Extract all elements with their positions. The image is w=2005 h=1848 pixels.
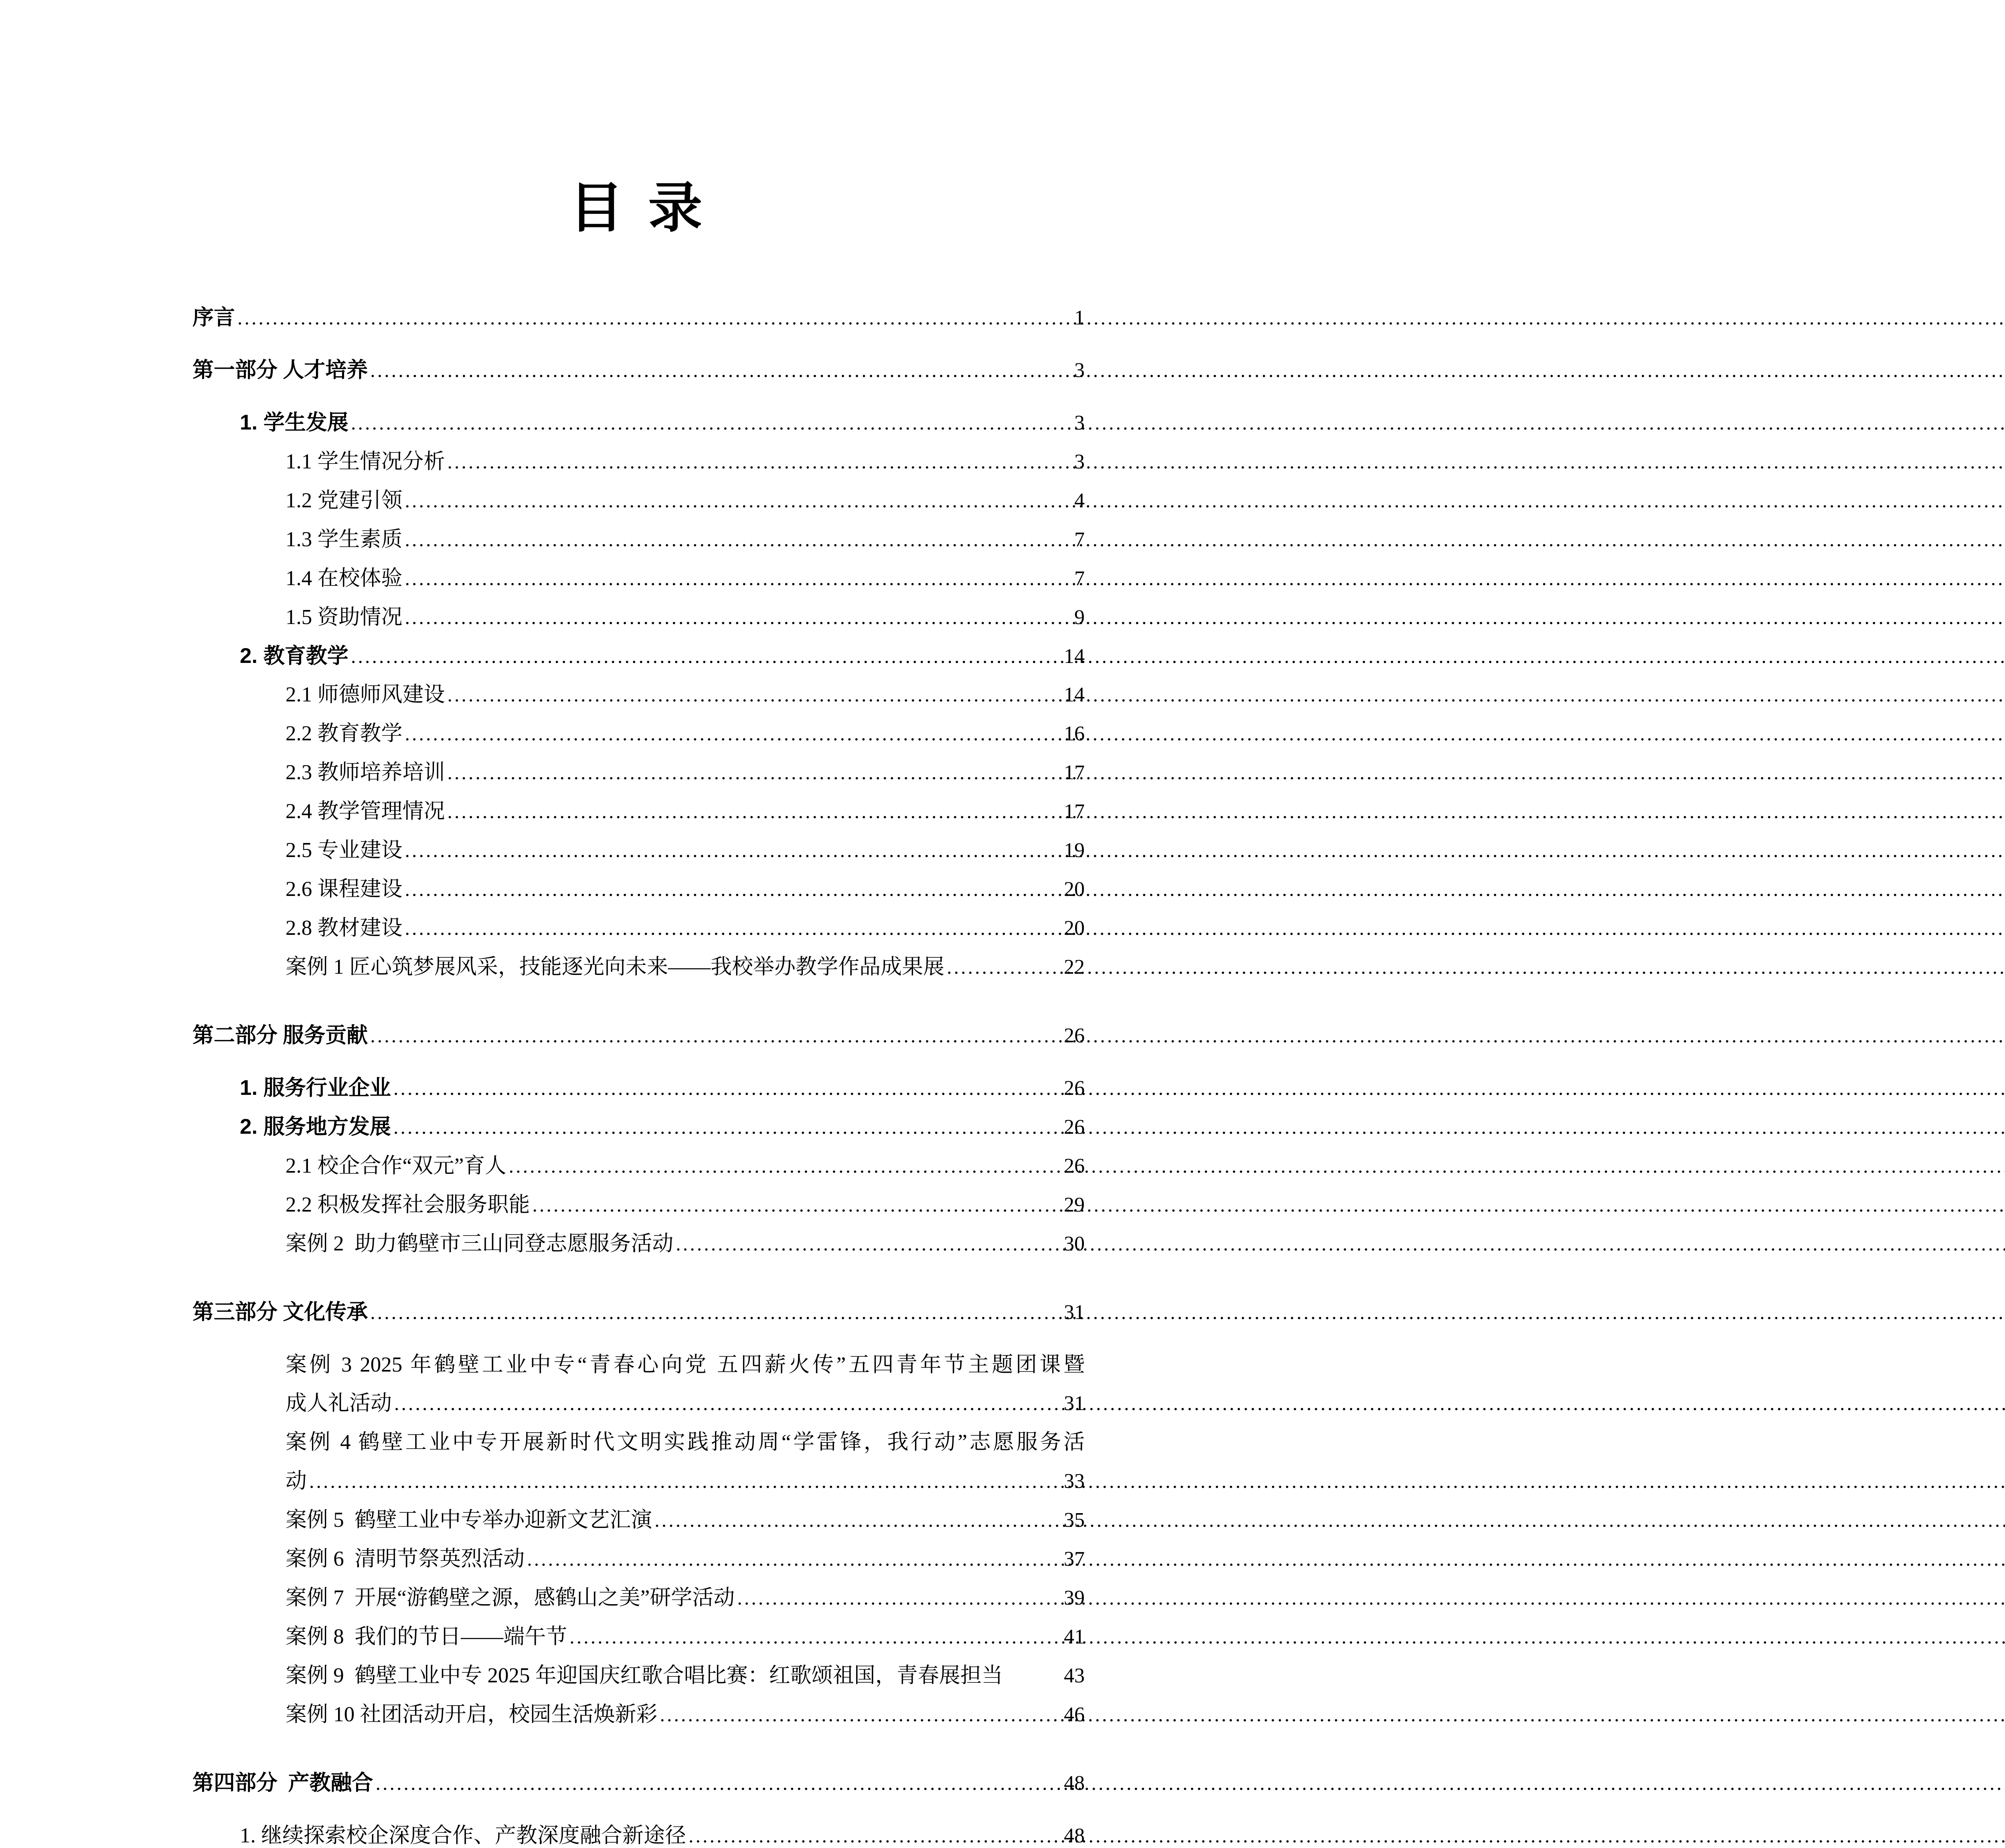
toc-entry [192, 644, 1085, 669]
entry-page: 30 [1064, 1232, 1085, 1255]
entry-text: 1. 继续探索校企深度合作、产教深度融合新途径 [240, 1824, 686, 1847]
entry-page: 9 [1074, 606, 1085, 629]
dot-leader [448, 760, 1061, 785]
entry-page: 4 [1074, 489, 1085, 512]
entry-page: 31 [1064, 1301, 1085, 1324]
toc-entry [192, 799, 1085, 824]
toc-entry [192, 1508, 1085, 1532]
entry-line1 [286, 1353, 1085, 1377]
toc-entry [192, 877, 1085, 902]
dot-leader [654, 1508, 1061, 1532]
toc-entry [192, 838, 1085, 863]
entry-page: 39 [1064, 1587, 1085, 1610]
entry-text: 第四部分 产教融合 [192, 1771, 373, 1795]
entry-page: 3 [1074, 450, 1085, 473]
dot-leader [405, 916, 1061, 940]
dot-leader [394, 1391, 1061, 1416]
dot-leader [405, 605, 1071, 630]
entry-page: 7 [1074, 528, 1085, 551]
toc-entry [192, 1664, 1085, 1688]
dot-leader [393, 1115, 1061, 1139]
entry-text: 2.2 教育教学 [286, 722, 403, 746]
entry-text: 2.5 专业建设 [286, 839, 403, 862]
entry-page: 26 [1064, 1154, 1085, 1177]
toc-entry [192, 1547, 1085, 1571]
toc-entry [192, 1702, 1085, 1727]
entry-page: 20 [1064, 878, 1085, 901]
entry-text: 案例 1 匠心筑梦展风采，技能逐光向未来——我校举办教学作品成果展 [286, 955, 944, 979]
entry-text: 2.6 课程建设 [286, 877, 403, 901]
toc-entry [192, 488, 1085, 513]
entry-text: 第一部分 人才培养 [192, 358, 368, 382]
entry-text: 第二部分 服务贡献 [192, 1023, 368, 1047]
entry-page: 7 [1074, 567, 1085, 590]
entry-line2 [286, 1469, 1085, 1493]
entry-text: 1. 学生发展 [240, 410, 348, 434]
entry-text: 2.4 教学管理情况 [286, 800, 445, 823]
toc-entry [192, 450, 1085, 474]
dot-leader [509, 1154, 1061, 1178]
dot-leader [405, 877, 1061, 902]
entry-text: 1. 服务行业企业 [240, 1076, 391, 1100]
toc-entry [192, 605, 1085, 630]
toc-entry [192, 1115, 1085, 1139]
dot-leader [737, 1586, 1061, 1610]
dot-leader [351, 644, 1061, 669]
dot-leader [448, 683, 1061, 707]
entry-page: 17 [1064, 761, 1085, 784]
entry-text: 2. 教育教学 [240, 644, 348, 668]
entry-page: 31 [1064, 1392, 1085, 1415]
dot-leader [660, 1702, 1061, 1727]
entry-text: 案例 10 社团活动开启，校园生活焕新彩 [286, 1702, 658, 1726]
dot-leader [370, 1023, 1061, 1048]
entry-text: 案例 3 2025 年鹤壁工业中专“青春心向党 五四薪火传”五四青年节主题团课暨 [286, 1353, 1085, 1376]
dot-leader [689, 1824, 1061, 1848]
entry-text: 第三部分 文化传承 [192, 1300, 368, 1324]
toc-entry [192, 1300, 1085, 1325]
entry-text: 2.1 校企合作“双元”育人 [286, 1154, 506, 1177]
dot-leader [351, 411, 1071, 435]
entry-text: 案例 9 鹤壁工业中专 2025 年迎国庆红歌合唱比赛：红歌颂祖国，青春展担当 [286, 1664, 1003, 1687]
entry-text: 成人礼活动 [286, 1392, 392, 1415]
entry-page: 46 [1064, 1703, 1085, 1726]
entry-text: 案例 2 助力鹤壁市三山同登志愿服务活动 [286, 1232, 674, 1255]
entry-text: 1.4 在校体验 [286, 566, 403, 590]
entry-page: 3 [1074, 411, 1085, 434]
entry-page: 19 [1064, 839, 1085, 862]
toc-entry [192, 1154, 1085, 1178]
toc-entry [192, 1771, 1085, 1795]
entry-page: 37 [1064, 1548, 1085, 1571]
toc-entry [192, 721, 1085, 746]
dot-leader [533, 1193, 1061, 1217]
entry-page: 35 [1064, 1509, 1085, 1532]
entry-text: 案例 5 鹤壁工业中专举办迎新文艺汇演 [286, 1508, 652, 1532]
entry-text: 案例 6 清明节祭英烈活动 [286, 1547, 525, 1571]
entry-text: 1.3 学生素质 [286, 527, 403, 551]
entry-page: 20 [1064, 917, 1085, 940]
toc-entry [192, 411, 1085, 435]
entry-page: 48 [1064, 1824, 1085, 1847]
entry-page: 33 [1064, 1470, 1085, 1493]
toc-entry [192, 1193, 1085, 1217]
toc-entry [192, 566, 1085, 591]
entry-page: 17 [1064, 800, 1085, 823]
dot-leader [405, 838, 1061, 863]
dot-leader [237, 306, 1071, 330]
entry-text: 1.2 党建引领 [286, 488, 403, 512]
entry-text: 案例 8 我们的节日——端午节 [286, 1625, 567, 1649]
entry-page: 16 [1064, 722, 1085, 746]
page-title: 目 录 [569, 179, 708, 239]
toc-entry [192, 1824, 1085, 1848]
entry-page: 3 [1074, 359, 1085, 382]
entry-page: 14 [1064, 644, 1085, 668]
toc-entry [192, 1076, 1085, 1100]
toc-entry [192, 358, 1085, 383]
entry-text: 2.8 教材建设 [286, 916, 403, 940]
dot-leader [448, 450, 1071, 474]
toc-entry [192, 306, 1085, 330]
entry-page: 29 [1064, 1193, 1085, 1216]
dot-leader [676, 1232, 1061, 1256]
dot-leader [370, 1300, 1061, 1325]
toc-list [192, 306, 1085, 1848]
toc-entry [192, 1353, 1085, 1416]
dot-leader [569, 1625, 1061, 1649]
entry-page: 48 [1064, 1771, 1085, 1795]
toc-entry [192, 760, 1085, 785]
entry-text: 动 [286, 1469, 307, 1493]
toc-entry [192, 916, 1085, 940]
toc-entry [192, 1023, 1085, 1048]
dot-leader [405, 721, 1061, 746]
entry-page: 26 [1064, 1115, 1085, 1139]
dot-leader [393, 1076, 1061, 1100]
entry-text: 1.1 学生情况分析 [286, 450, 445, 473]
toc-entry [192, 527, 1085, 552]
toc-entry [192, 1586, 1085, 1610]
toc-entry [192, 955, 1085, 979]
toc-entry [192, 1430, 1085, 1493]
entry-text: 2.3 教师培养培训 [286, 761, 445, 784]
entry-text: 案例 7 开展“游鹤壁之源，感鹤山之美”研学活动 [286, 1586, 735, 1610]
dot-leader [405, 527, 1071, 552]
entry-text: 2.2 积极发挥社会服务职能 [286, 1193, 530, 1216]
entry-text: 2.1 师德师风建设 [286, 683, 445, 707]
toc-entry [192, 683, 1085, 707]
entry-text: 1.5 资助情况 [286, 605, 403, 629]
entry-line2 [286, 1391, 1085, 1416]
entry-page: 22 [1064, 956, 1085, 979]
entry-page: 1 [1074, 306, 1085, 329]
dot-leader [370, 358, 1071, 383]
toc-entry [192, 1625, 1085, 1649]
entry-page: 41 [1064, 1625, 1085, 1649]
entry-line1 [286, 1430, 1085, 1455]
entry-text: 案例 4 鹤壁工业中专开展新时代文明实践推动周“学雷锋，我行动”志愿服务活 [286, 1431, 1085, 1454]
dot-leader [405, 566, 1071, 591]
dot-leader [405, 488, 1071, 513]
dot-leader [947, 955, 1061, 979]
entry-page: 26 [1064, 1076, 1085, 1100]
dot-leader [448, 799, 1061, 824]
dot-leader [309, 1469, 1061, 1493]
dot-leader [376, 1771, 1061, 1795]
dot-leader [527, 1547, 1061, 1571]
entry-text: 序言 [192, 306, 235, 329]
toc-entry [192, 1232, 1085, 1256]
entry-page: 43 [1064, 1664, 1085, 1687]
entry-page: 26 [1064, 1024, 1085, 1047]
entry-page: 14 [1064, 683, 1085, 707]
entry-text: 2. 服务地方发展 [240, 1114, 391, 1139]
